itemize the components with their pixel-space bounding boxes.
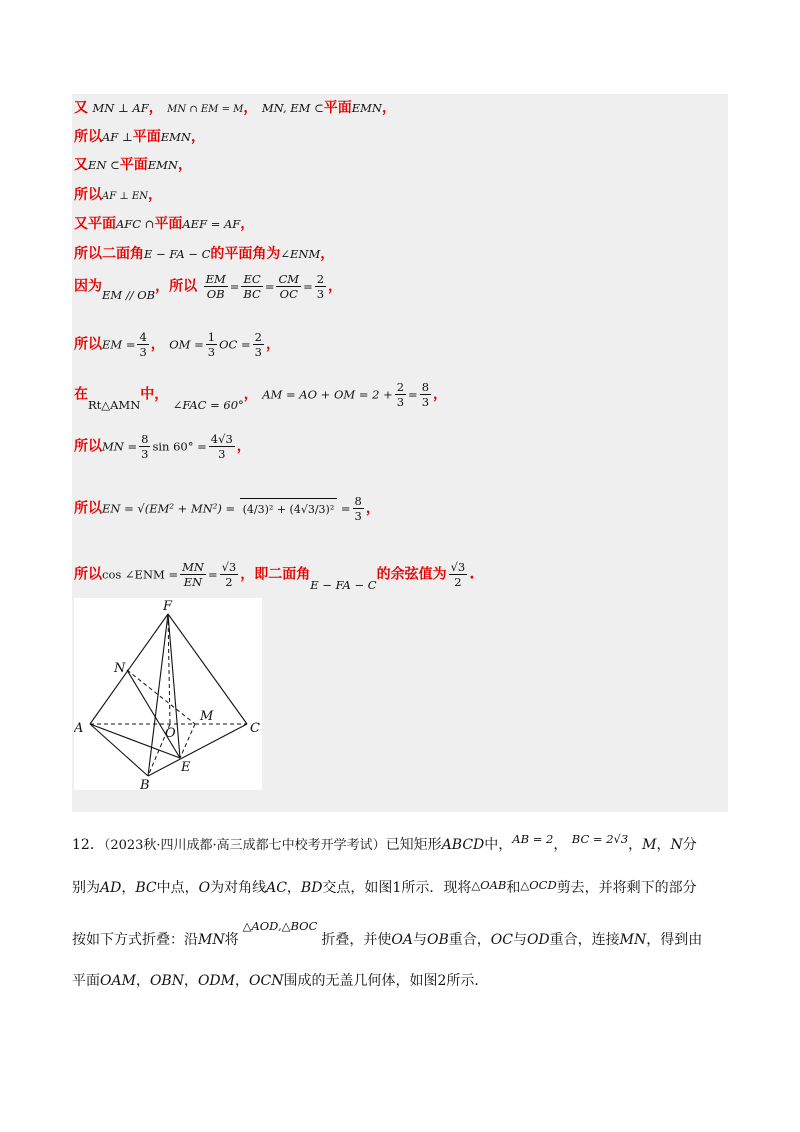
fraction: $\frac{2}{3}$ [316,272,325,301]
radical: (4/3)² + (4√3/3)² [240,498,338,516]
label-N: N [114,661,126,676]
question-line-3: 按如下方式折叠：沿MN将$^{\triangle AOD,\triangle BOC}$折叠，并使OA与OB重合，OC与OD重合，连接MN，得到由 [72,919,703,948]
solution-line-10: 所以MN = $\frac{8}{3}$ sin 60° = $\frac{4√3}{3}$ ， [74,432,251,461]
fraction: $\frac{EM}{OB}$ [205,272,226,301]
fraction: $\frac{8}{3}$ [141,432,149,461]
solution-line-4: 所以AF ⊥ EN， [74,187,162,203]
solution-line-11: 所以EN = √(EM² + MN²) = (4/3)² + (4√3/3)² = $\frac{8}{3}$ ， [74,494,380,523]
fraction: $\frac{4}{3}$ [139,330,147,359]
fraction: $\frac{√3}{2}$ [221,560,237,589]
edge-AB [90,724,148,776]
solution-line-9: 在$_{Rt\triangle AMN}$中， $_{\angle FAC = 60^\circ}$， AM = AO + OM = 2 + $\frac{2}{3}$ = $\frac{8}{3}$ ， [74,380,448,412]
fraction: $\frac{1}{3}$ [207,330,216,359]
question-line-2: 别为AD，BC中点，O为对角线AC，BD交点，如图1所示．现将$^{\triangle OAB}$和$^{\triangle OCD}$剪去，并将剩下的部分 [72,878,697,896]
label-E: E [181,760,191,775]
geometry-figure [74,598,262,790]
fraction: $\frac{EC}{BC}$ [243,272,261,301]
question-line-4: 平面OAM，OBN，ODM，OCN围成的无盖几何体，如图2所示． [72,973,489,989]
fraction: $\frac{2}{3}$ [254,330,262,359]
solution-line-12: 所以cos ∠ENM = $\frac{MN}{EN}$ = $\frac{√3}{2}$ ，即二面角$_{E - FA - C}$的余弦值为 $\frac{√3}{2}$ . [74,560,475,592]
question-line-1: 12．（2023秋·四川成都·高三成都七中校考开学考试）已知矩形ABCD中，$^{AB = 2}$， $^{BC = 2√3}$，M，N分 [72,832,697,853]
solution-line-3: 又EN ⊂平面EMN， [74,157,192,173]
fraction: $\frac{√3}{2}$ [450,560,466,589]
edge-NE [127,670,180,758]
tetrahedron-diagram [74,598,262,790]
solution-line-6: 所以二面角E − FA − C的平面角为∠ENM， [74,246,335,262]
solution-line-1: 又 MN ⊥ AF， MN ∩ EM = M， MN, EM ⊂平面EMN， [74,100,396,116]
fraction: $\frac{2}{3}$ [396,380,405,409]
edge-FC [168,614,247,724]
fraction: $\frac{8}{3}$ [421,380,430,409]
solution-line-5: 又平面AFC ∩平面AEF = AF， [74,216,255,232]
fraction: $\frac{8}{3}$ [354,494,362,523]
label-A: A [74,721,84,736]
edge-NM [127,670,195,724]
solution-line-7: 因为$_{EM // OB}$，所以 $\frac{EM}{OB}$ = $\frac{EC}{BC}$ = $\frac{CM}{OC}$ = $\frac{2}{3}$ ， [74,272,343,302]
solution-line-8: 所以EM = $\frac{4}{3}$ ， OM = $\frac{1}{3}$ OC = $\frac{2}{3}$ ， [74,330,280,359]
solution-line-2: 所以AF ⊥平面EMN， [74,129,205,145]
label-C: C [250,721,260,736]
label-O: O [165,726,176,741]
label-B: B [140,778,150,790]
fraction: $\frac{MN}{EN}$ [182,560,204,589]
label-F: F [163,599,173,614]
label-M: M [200,709,214,724]
fraction: $\frac{4√3}{3}$ [210,432,233,461]
fraction: $\frac{CM}{OC}$ [278,272,300,301]
edge-BC [148,724,247,776]
